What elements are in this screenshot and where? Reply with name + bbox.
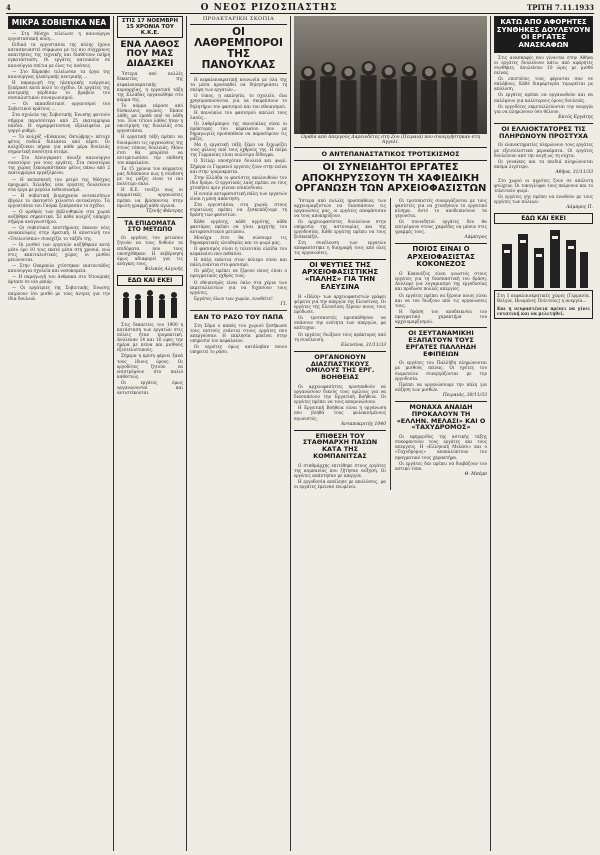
article-body: Η κεφαλαιοκρατική κοινωνία με όλα της τα μέσα προσπαθεί να δηλητηριάσει τη σκέψη των εργατών... Ο τύπος, η εκκλησία, το σχολείο, όλα χρησιμοποιούνται για να σκορπίσουν το δηλητήριο του φασισμού και του εθνικισμού. Η πανούκλα του φασισμού απειλεί τους λαούς... Οι λαθρέμποροι της πανούκλας είναι οι πράκτορες του κεφαλαίου που με δημαγωγίες προσπαθούν να παρασύρουν τις μάζες. Μα η εργατική τάξη ξέρει να ξεχωρίζει τους φίλους από τους εχθρούς της. Η πείρα της Γερμανίας είναι πολύτιμο δίδαγμα. Ο Χίτλερ υποσχόταν δουλειά και ψωμί. Σήμερα οι Γερμανοί εργάτες ζουν στην πείνα και στην τρομοκρατία. Στην Ελλάδα οι φασίστες ακολουθούν τον ίδιο δρόμο. Ο εργατικός λαός πρέπει να τους χτυπήσει πριν γίνουν επικίνδυνοι. Η ενιαία αντιφασιστική πάλη των εργατών είναι η μόνη απάντηση. Στα εργοστάσια, στα χωριά, στους στρατώνες πρέπει να ξεσκεπάζουμε τη δράση των φασιστών. Κάθε εργάτης, κάθε αγρότης, κάθε φαντάρος πρέπει να γίνει μαχητής του αντιφασιστικού μετώπου. Μονάχα έτσι θα σώσουμε τις δημοκρατικές ελευθερίες και το ψωμί μας. Ο φασισμός είναι η τελευταία ελπίδα του κεφαλαίου που πεθαίνει. Η πάλη ενάντια στον πόλεμο είναι και πάλη ενάντια στο φασισμό. Οι μάζες πρέπει να ξέρουν ποιος είναι ο πραγματικός εχθρός τους. Ο εθνικισμός είναι όπλο στα χέρια των εκμεταλλευτών για να διχάσουν τους εργάτες. Εργάτες όλων των χωρών, ενωθείτε! xyxy=(190,77,287,301)
two-column-articles xyxy=(294,198,487,491)
article-subheadline: ΠΟΙΟΣ ΕΙΝΑΙ Ο ΑΡΧΕΙΟΦΑΣΙΣΤΑΣ ΚΟΚΟΝΕΖΟΣ xyxy=(395,243,487,268)
column-soviet-news xyxy=(8,16,110,851)
article-signature: Εκτός Εργάτης xyxy=(558,114,593,120)
left-subcolumn xyxy=(294,198,386,491)
section-kicker: ΠΡΟΛΕΤΑΡΙΚΗ ΣΚΟΠΙΑ xyxy=(202,16,275,22)
column-rule xyxy=(113,16,114,851)
article-subheadline: ΟΙ ΣΕΥΤΑΝΑΜΙΚΗΙ ΕΞΑΠΑΤΟΥΝ ΤΟΥΣ ΕΡΓΑΤΕΣ ΠΑΛΛΗΔΗ ΕΦΙΠΕΙΩΝ xyxy=(395,327,487,357)
section-title: ΜΙΚΡΑ ΣΟΒΙΕΤΙΚΑ ΝΕΑ xyxy=(8,16,110,29)
article-headline: ΕΝΑ ΛΑΘΟΣ ΠΟΥ ΜΑΣ ΔΙΔΑΣΚΕΙ xyxy=(120,40,180,69)
article-signature: Ανταποκριτής 1040 xyxy=(340,421,387,427)
divider xyxy=(190,310,287,311)
column-plague-smugglers xyxy=(190,16,287,851)
column-rule xyxy=(290,16,291,851)
figures-illustration xyxy=(117,288,183,322)
article-signature: Πειραιάς, 30/11/33 xyxy=(442,392,487,398)
section-title: ΕΔΩ ΚΑΙ ΕΚΕΙ xyxy=(494,213,593,224)
right-subcolumn xyxy=(395,198,487,491)
article-body: Οι τροτσκιστές συνεργάζονται με τους φασίστες για να χτυπήσουν το εργατικό κίνημα. Αυτό το αποδεικνύουν τα γεγονότα. Οι συνειδητοί εργάτες δεν θα επιτρέψουν στους χαφιέδες να μπουν στις γραμμές τους. xyxy=(395,197,487,235)
article-body: Οι ελαιοκτηματίες πληρώνουν τους εργάτες με εξευτελιστικά μεροκάματα. Οι εργάτες δουλεύουν από την αυγή ως τη νύχτα. Οι γυναίκες και τα παιδιά πληρώνονται ακόμα λιγότερο. xyxy=(494,142,593,169)
article-headline: ΚΑΤΩ ΑΠΟ ΑΦΟΡΗΤΕΣ ΣΥΝΘΗΚΕΣ ΔΟΥΛΕΥΟΥΝ ΟΙ ΕΡΓΑΤΕΣ ΑΝΑΣΚΑΦΩΝ xyxy=(494,16,593,53)
anniversary-title: 15 ΧΡΟΝΙΑ ΤΟΥ Κ.Κ.Ε. xyxy=(126,24,174,36)
article-subheadline: ΕΑΝ ΤΟ ΡΑΣΟ ΤΟΥ ΠΑΠΑ xyxy=(193,312,284,321)
article-subheadline: ΟΡΓΑΝΟΝΟΥΝ ΔΙΑΣΠΑΣΤΙΚΟΥΣ ΟΜΙΛΟΥΣ ΤΗΣ ΕΡΓ. ΒΟΗΘΕΙΑΣ xyxy=(294,351,386,381)
article-body: Στη Σάμο ο παπάς του χωριού ξεσήκωσε τους πιστούς ενάντια στους εργάτες που απεργούσαν. Η εκκλησία μπαίνει στην υπηρεσία του κεφαλαίου. Οι αγρότες όμως κατάλαβαν ποιον υπηρετεί το ράσο. xyxy=(190,322,287,355)
article-subheadline: ΕΠΙΘΕΣΗ ΤΟΥ ΣΤΑΘΜΑΡΧΗ ΠΑΣΩΝ ΚΑΤΑ ΤΗΣ ΚΟΜΠΑΝΙΤΣΑΣ xyxy=(294,430,386,460)
article-body: Οι εργάτες του μετώπου ζητούν να τους δοθούν τα επιδόματα που τους υποσχέθηκαν. Η κυβέρνηση όμως αδιαφορεί για τις ανάγκες τους. xyxy=(117,235,183,266)
article-headline: ΟΙ ΛΑΘΡΕΜΠΟΡΟΙ ΤΗΣ ΠΑΝΟΥΚΛΑΣ xyxy=(190,24,287,74)
article-subheadline: ΟΙ ΕΛΛΙΟΚΤΑΤΟΡΕΣ ΤΙΣ ΠΛΗΡΩΝΟΥΝ ΠΡΟΣΤΥΧΑ xyxy=(494,123,593,140)
group-people-image xyxy=(294,51,487,134)
article-body: Στο χωριό οι αγρότες ζουν σε απόλυτη φτώχεια. Οι τοκογλύφοι τους παίρνουν και το τελευταίο ψωμί. Οι εργάτες γης πρέπει να ενωθούν με τους εργάτες των πόλεων. xyxy=(494,177,593,205)
article-body: Ύστερα από πολλές δεκαετίες της κεφαλαιοκρατικής κυριαρχίας, η εργατική τάξη της Ελλάδας οργανώθηκε στο κόμμα της. Το κόμμα πέρασε από δύσκολους αγώνες. Έκανε λάθη, μα έμαθε από τα λάθη του. Ένα τέτοιο λάθος ήταν η υποτίμηση της δουλειάς στα εργοστάσια. Η εργατική τάξη πρέπει να δυναμώσει τις οργανώσεις της στους τόπους δουλειάς. Μόνο έτσι θα μπορέσει να αντιμετωπίσει την επίθεση του κεφαλαίου. Τα 15 χρόνια του κόμματος μας διδάσκουν πως η σύνδεση με τις μάζες είναι το πιο πολύτιμο όπλο. Η Κ.Ε. τονίζει πως οι κομματικές οργανώσεις πρέπει να βρίσκονται στην πρώτη γραμμή κάθε αγώνα. xyxy=(117,71,183,208)
article-signature: Τζενής Φάντρης xyxy=(145,208,183,214)
column-kke-anniversary: ΣΤΙΣ 17 ΝΟΕΜΒΡΗ 15 ΧΡΟΝΙΑ ΤΟΥ Κ.Κ.Ε. ΕΝΑ ΛΑΘΟΣ ΠΟΥ ΜΑΣ ΔΙΔΑΣΚΕΙ Ύστερα από πολλές δεκαετίες της κεφαλαιοκρατικής κυριαρχίας, η εργατική τάξη της Ελλάδας οργανώθηκε στο κόμμα της. Το κόμμα πέρασε από δύσκολους αγώνες. Έκανε λάθη, μα έμαθε από τα λάθη του. Ένα τέτοιο λάθος ήταν η υποτίμηση της δουλειάς στα εργοστάσια. Η εργατική τάξη πρέπει να δυναμώσει τις οργανώσεις της στους τόπους δουλειάς. Μόνο έτσι θα μπορέσει να αντιμετωπίσει την επίθεση του κεφαλαίου. Τα 15 χρόνια του κόμματος μας διδάσκουν πως η σύνδεση με τις μάζες είναι το πιο πολύτιμο όπλο. Η Κ.Ε. τονίζει πως οι κομματικές οργανώσεις πρέπει να βρίσκονται στην πρώτη γραμμή κάθε αγώνα. Τζενής Φάντρης ΤΑ ΕΠΙΔΟΜΑΤΑ ΣΤΟ ΜΕΤΩΠΟ Οι εργάτες του μετώπου ζητούν να τους δοθούν τα επιδόματα που τους υποσχέθηκαν. Η κυβέρνηση όμως αδιαφορεί για τις ανάγκες τους. Φιλικός Αλγινής ΕΔΩ ΚΑΙ ΕΚΕΙ Στις δεκαετίες του 1900 η κατάσταση των εργατών στις πόλεις ήταν τρομακτική. Δούλευαν 14 και 16 ώρες την ημέρα με πείνα και μισθούς εξευτελιστικούς. Σήμερα η κρίση φέρνει ξανά τους ίδιους όρους. Οι εργοδότες ζητούν να επιστρέψουν στο παλιό καθεστώς. Οι εργάτες όμως οργανώνονται και αντιστέκονται. xyxy=(117,18,183,396)
article-signature: Λάμπτρος xyxy=(464,235,487,241)
newspaper-title: Ο ΝΕΟΣ ΡΙΖΟΣΠΑΣΤΗΣ xyxy=(200,2,338,13)
article-body: Ο σταθμάρχης επιτέθηκε στους εργάτες της κομπανίας που ζήτησαν αύξηση. Οι εργάτες απάντησαν με απεργία. Η εργοδοσία απείλησε με απολύσεις, μα οι εργάτες έμειναν ενωμένοι. xyxy=(294,462,387,490)
article-signature: ΓΙ. xyxy=(280,301,287,307)
article-body: — Στη Μόσχα τελείωσε η καινούργια εργοστασιακή πόλη... Ειδικά τα εργοστάσια της πόλης έχουν κατασκευαστεί σύμφωνα με τις πιο σύγχρονες απαιτήσεις της τεχνικής και διαθέτουν πλήρη εγκατάσταση. Οι εργάτες κατοικούν σε καινούργια σπίτια με όλες τις ανέσεις. — Στο Χάρκοβο τελείωσαν τα έργα της καινούργιας ηλεκτρικής κεντρικής ... Η παραγωγή της ηλεκτρικής ενέργειας ξεπέρασε κατά πολύ το σχέδιο. Οι εργάτες της κεντρικής κέρδισαν το βραβείο του σοσιαλιστικού συναγωνισμού. — Οι εκπαιδευτικοί οργανισμοί του Σοβιετικού κράτους ... Στα σχολεία της Σοβιετικής Ένωσης φοιτούν σήμερα περισσότερα από 25 εκατομμύρια παιδιά. Η αγραμματοσύνη εξαλείφεται με γοργό ρυθμό. — Το κολχόζ «Κόκκινος Οκτώβρης» πέτυχε φέτος σοδειά διπλάσια από πέρσι. Οι κολχόζνικοι πήραν για κάθε μέρα δουλειάς σημαντική ποσότητα σιτάρι. — Στο Λένινγκραντ άνοιξε καινούργιο σανατόριο για τους εργάτες. Στα σανατόρια της χώρας ξεκουράστηκαν φέτος πάνω από 2 εκατομμύρια εργαζόμενοι. — Η κατασκευή του μετρό της Μόσχας προχωρεί. Χιλιάδες νέοι εργάτες δουλεύουν στα έργα με μεγάλο ενθουσιασμό. — Η σοβιετική βιομηχανία αυτοκινήτων έβγαλε το εκατοστό χιλιοστό αυτοκίνητο. Τα εργοστάσια του Γκόρκι ξεπέρασαν το σχέδιο. — Ο αριθμός των βιβλιοθηκών στα χωριά αυξήθηκε σημαντικά. Σε κάθε κολχόζ υπάρχει σήμερα αναγνωστήριο. — Οι σοβιετικοί επιστήμονες έκαναν νέες ανακαλύψεις στην Αρκτική. Η αποστολή του «Τσελιούσκιν» συνεχίζει το ταξίδι της. — Οι μισθοί των εργατών αυξήθηκαν κατά μέσο όρο 10 τοις εκατό μέσα στη χρονιά, ενώ στις καπιταλιστικές χώρες οι μισθοί μειώνονται. — Στην Ουκρανία χτίστηκαν εκατοντάδες καινούργια σχολεία και νοσοκομεία. — Η παραγωγή του άνθρακα στο Ντονμπάς έφτασε σε νέο ρεκόρ. — Οι εργάτριες της Σοβιετικής Ένωσης παίρνουν ίσο μισθό με τους άντρες για την ίδια δουλειά. xyxy=(8,31,110,301)
column-rule xyxy=(390,198,391,491)
article-body: Η «Πάλη» των αρχειοφασιστών γράφει ψέματα για την απεργία της Ελευσίνας. Οι εργάτες της Ελευσίνας ξέρουν ποιος τους πρόδωσε. Οι τροτσκιστές προσπάθησαν να σπάσουν την ενότητα των απεργών, μα απέτυχαν. Οι εργάτες διώξανε τους πράκτορες από τη συνέλευση. xyxy=(294,293,387,342)
main-headline-line3: ΟΡΓΑΝΩΣΗ ΤΩΝ ΑΡΧΕΙΟΦΑΣΙΣΤΩΝ xyxy=(294,183,487,194)
article-body: Στις ανασκαφές που γίνονται στην Αθήνα οι εργάτες δουλεύουν κάτω από αφόρητες συνθήκες. Δουλεύουν 10 ώρες με μισθό πείνας. Οι επιστάτες τους φέρονται σαν σε σκλάβους. Κάθε διαμαρτυρία τιμωρείται με απόλυση. Οι εργάτες πρέπει να οργανωθούν και να παλέψουν για καλύτερους όρους δουλειάς. Οι εργοδότες εκμεταλλεύονται την ανεργία για να πληρώνουν όσο θέλουν. xyxy=(494,54,593,114)
section-title: ΕΔΩ ΚΑΙ ΕΚΕΙ xyxy=(117,275,183,286)
divider xyxy=(117,217,183,218)
stats-text-bold: Και η νευραστένεια πρέπει να γίνει εντατική και να μελετηθεί. xyxy=(497,305,590,316)
article-body: Στις δεκαετίες του 1900 η κατάσταση των εργατών στις πόλεις ήταν τρομακτική. Δούλευαν 14 και 16 ώρες την ημέρα με πείνα και μισθούς εξευτελιστικούς. Σήμερα η κρίση φέρνει ξανά τους ίδιους όρους. Οι εργοδότες ζητούν να επιστρέψουν στο παλιό καθεστώς. Οι εργάτες όμως οργανώνονται και αντιστέκονται. xyxy=(117,321,183,396)
section-band: Ο ΑΝΤΕΠΑΝΑΣΤΑΤΙΚΟΣ ΤΡΟΤΣΚΙΣΜΟΣ xyxy=(294,147,487,161)
article-body: Ο Κοκονέζος είναι γνωστός στους εργάτες για τη διασπαστική του δράση. Δούλεψε για λογαριασμό της εργοδοσίας και πρόδωσε πολλές απεργίες. Οι εργάτες πρέπει να ξέρουν ποιος είναι και να τον διώξουν από τις οργανώσεις τους. Η δράση του αποδεικνύει τον πραγματικό χαρακτήρα του αρχειομαρξισμού. xyxy=(395,271,487,325)
article-subheadline: ΜΟΝΑΧΑ ΑΝΑΙΔΗ ΠΡΟΚΑΛΟΥΝ ΤΗ «ΕΛΛΗΝ. ΜΕΛΑΣΙ» ΚΑΙ Ο «ΤΑΧΥΔΡΟΜΟΣ» xyxy=(396,402,486,432)
stats-box xyxy=(494,290,593,318)
photo-caption: Ομάδα από Απεργούς Δαρειοδέτες στη Ζου (Πειραιά) που συνεργήστηκαν στη Αγγελί. xyxy=(301,135,480,145)
anniversary-date: ΣΤΙΣ 17 ΝΟΕΜΒΡΗ xyxy=(121,18,179,24)
article-body: Οι εργάτες του Παλλήδη πληρώνονται με μισθούς πείνας. Οι ηγέτες του σωματείου συνεργάζονται με την εργοδοσία. Πρέπει να οργανώσουμε την πάλη για αύξηση των μισθών. xyxy=(395,360,487,392)
column-middle xyxy=(294,16,487,851)
main-headline-line1: ΟΙ ΣΥΝΕΙΔΗΤΟΙ ΕΡΓΑΤΕΣ xyxy=(322,162,459,173)
column-rule xyxy=(186,16,187,851)
page-number: 4 xyxy=(6,3,11,12)
masthead xyxy=(6,2,594,14)
anniversary-box xyxy=(117,16,183,38)
article-body: Οι αρχειοφασίστες προσπαθούν να οργανώσουν δικούς τους ομίλους για να διασπάσουν την Εργατική Βοήθεια. Οι εργάτες πρέπει να τους απομονώσουν. Η Εργατική Βοήθεια είναι η οργάνωση που βοηθά τους φυλακισμένους αγωνιστές. xyxy=(294,384,387,421)
article-subheadline: ΟΙ ΨΕΥΤΙΕΣ ΤΗΣ ΑΡΧΕΙΟΦΑΣΙΣΤΙΚΗΣ «ΠΑΛΗΣ» ΓΙΑ ΤΗΝ ΕΛΕΥΣΙΝΑ xyxy=(294,259,386,291)
main-headline-line2: ΑΠΟΚΗΡΥΣΣΟΥΝ ΤΗ ΧΑΦΙΕΔΙΚΗ xyxy=(301,172,480,184)
article-body: Οι εφημερίδες της αστικής τάξης συκοφαντούν τους εργάτες και τους απεργούς. Η «Ελληνική Μελάσι» και ο «Ταχυδρόμος» αποκαλύπτουν τον πραγματικό τους χαρακτήρα. Οι εργάτες δεν πρέπει να διαβάζουν τον αστικό τύπο. xyxy=(395,434,487,471)
article-body: Ύστερα από πολλές προσπάθειες των αρχειομαρξιστών να διασπάσουν τις οργανώσεις μας, οι εργάτες αποφάσισαν να τους αποκηρύξουν. Οι αρχειοφασίστες δουλεύουν στην υπηρεσία της αστυνομίας και της εργοδοσίας. Κάθε εργάτης πρέπει να τους ξεσκεπάζει. Στη συνέλευση των εργατών αποφασίστηκε η διαγραφή τους από όλες τις οργανώσεις. xyxy=(294,197,387,256)
article-signature: Θ. Μπέμπ xyxy=(464,471,487,477)
column-rule xyxy=(490,16,491,851)
stats-text: Στη 3 κεφαλαιοκρατικές χώρες (Γερμανία, Βελγία, Ηνωμένες Πολιτείες) η ανεργία... xyxy=(497,293,590,304)
column-excavation-workers xyxy=(494,16,593,851)
strikers-photo xyxy=(294,16,487,134)
issue-date: ΤΡΙΤΗ 7.11.1933 xyxy=(527,3,594,12)
factory-chimneys-illustration xyxy=(494,226,593,288)
article-signature: Αθήνα, 31/11/33 xyxy=(555,169,593,175)
article-signature: Φιλικός Αλγινής xyxy=(144,266,183,272)
article-signature: Λάμπρος Π. xyxy=(566,205,593,211)
article-signature: Ελευσίνα, 31/11/33 xyxy=(341,342,387,348)
